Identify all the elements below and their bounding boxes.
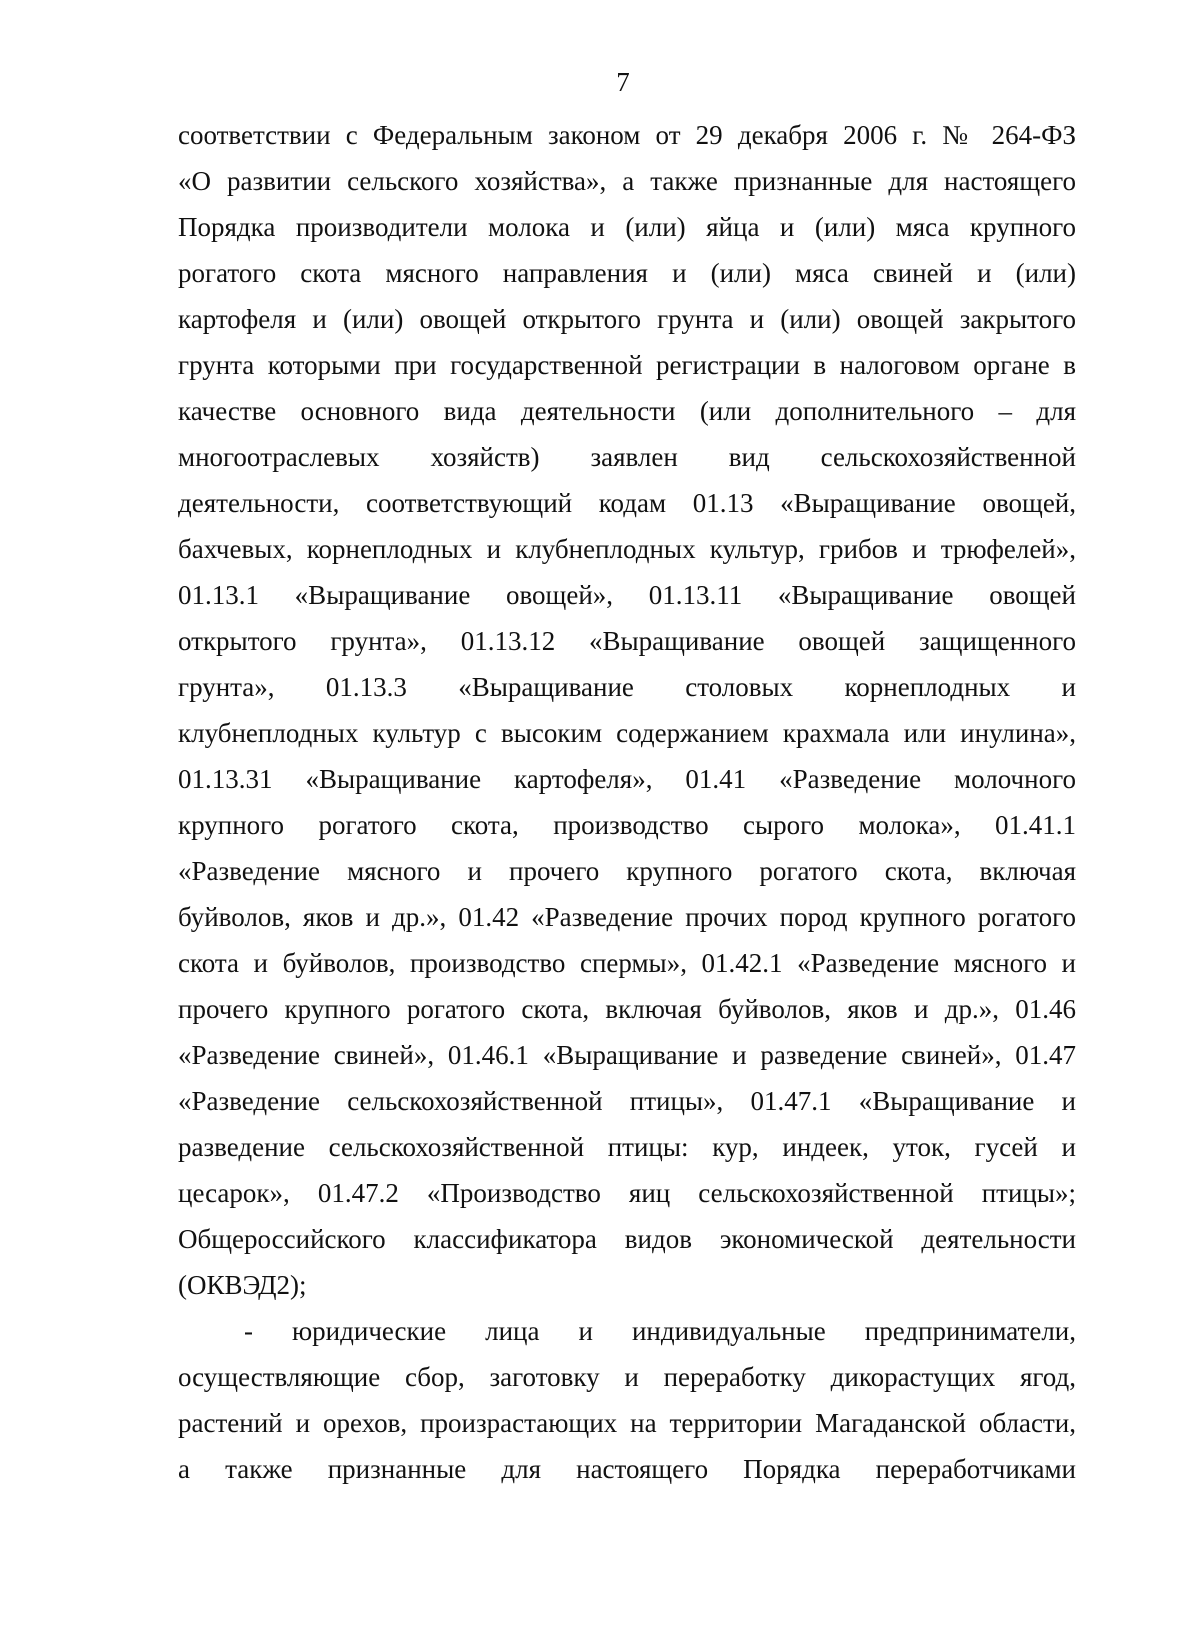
text-line: качестве основного вида деятельности (или дополнительного – для <box>178 396 1076 426</box>
text-line: картофеля и (или) овощей открытого грунта и (или) овощей закрытого <box>178 304 1076 334</box>
text-line: «О развитии сельского хозяйства», а также признанные для настоящего <box>178 166 1076 196</box>
text-line: буйволов, яков и др.», 01.42 «Разведение прочих пород крупного рогатого <box>178 902 1076 932</box>
text-line: Порядка производители молока и (или) яйца и (или) мяса крупного <box>178 212 1076 242</box>
text-line: Общероссийского классификатора видов экономической деятельности <box>178 1224 1076 1254</box>
text-line: многоотраслевых хозяйств) заявлен вид сельскохозяйственной <box>178 442 1076 472</box>
text-line: «Разведение мясного и прочего крупного рогатого скота, включая <box>178 856 1076 886</box>
text-line: цесарок», 01.47.2 «Производство яиц сельскохозяйственной птицы»; <box>178 1178 1076 1208</box>
text-line: «Разведение сельскохозяйственной птицы», 01.47.1 «Выращивание и <box>178 1086 1076 1116</box>
text-line: прочего крупного рогатого скота, включая буйволов, яков и др.», 01.46 <box>178 994 1076 1024</box>
list-item-line: - юридические лица и индивидуальные предприниматели, <box>244 1316 1076 1346</box>
text-line: крупного рогатого скота, производство сырого молока», 01.41.1 <box>178 810 1076 840</box>
text-line: рогатого скота мясного направления и (или) мяса свиней и (или) <box>178 258 1076 288</box>
text-line: грунта которыми при государственной регистрации в налоговом органе в <box>178 350 1076 380</box>
text-line: растений и орехов, произрастающих на территории Магаданской области, <box>178 1408 1076 1438</box>
page-number: 7 <box>616 67 630 97</box>
text-line: а также признанные для настоящего Порядка переработчиками <box>178 1454 1076 1484</box>
text-line: разведение сельскохозяйственной птицы: кур, индеек, уток, гусей и <box>178 1132 1076 1162</box>
text-line: осуществляющие сбор, заготовку и переработку дикорастущих ягод, <box>178 1362 1076 1392</box>
text-line: «Разведение свиней», 01.46.1 «Выращивание и разведение свиней», 01.47 <box>178 1040 1076 1070</box>
text-line: 01.13.1 «Выращивание овощей», 01.13.11 «Выращивание овощей <box>178 580 1076 610</box>
text-line: (ОКВЭД2); <box>178 1270 307 1300</box>
text-line: деятельности, соответствующий кодам 01.13 «Выращивание овощей, <box>178 488 1076 518</box>
text-line: бахчевых, корнеплодных и клубнеплодных культур, грибов и трюфелей», <box>178 534 1076 564</box>
text-line: соответствии с Федеральным законом от 29 декабря 2006 г. № 264-ФЗ <box>178 120 1076 150</box>
text-line: 01.13.31 «Выращивание картофеля», 01.41 «Разведение молочного <box>178 764 1076 794</box>
text-line: клубнеплодных культур с высоким содержанием крахмала или инулина», <box>178 718 1076 748</box>
text-line: грунта», 01.13.3 «Выращивание столовых корнеплодных и <box>178 672 1076 702</box>
text-line: скота и буйволов, производство спермы», 01.42.1 «Разведение мясного и <box>178 948 1076 978</box>
text-line: открытого грунта», 01.13.12 «Выращивание овощей защищенного <box>178 626 1076 656</box>
